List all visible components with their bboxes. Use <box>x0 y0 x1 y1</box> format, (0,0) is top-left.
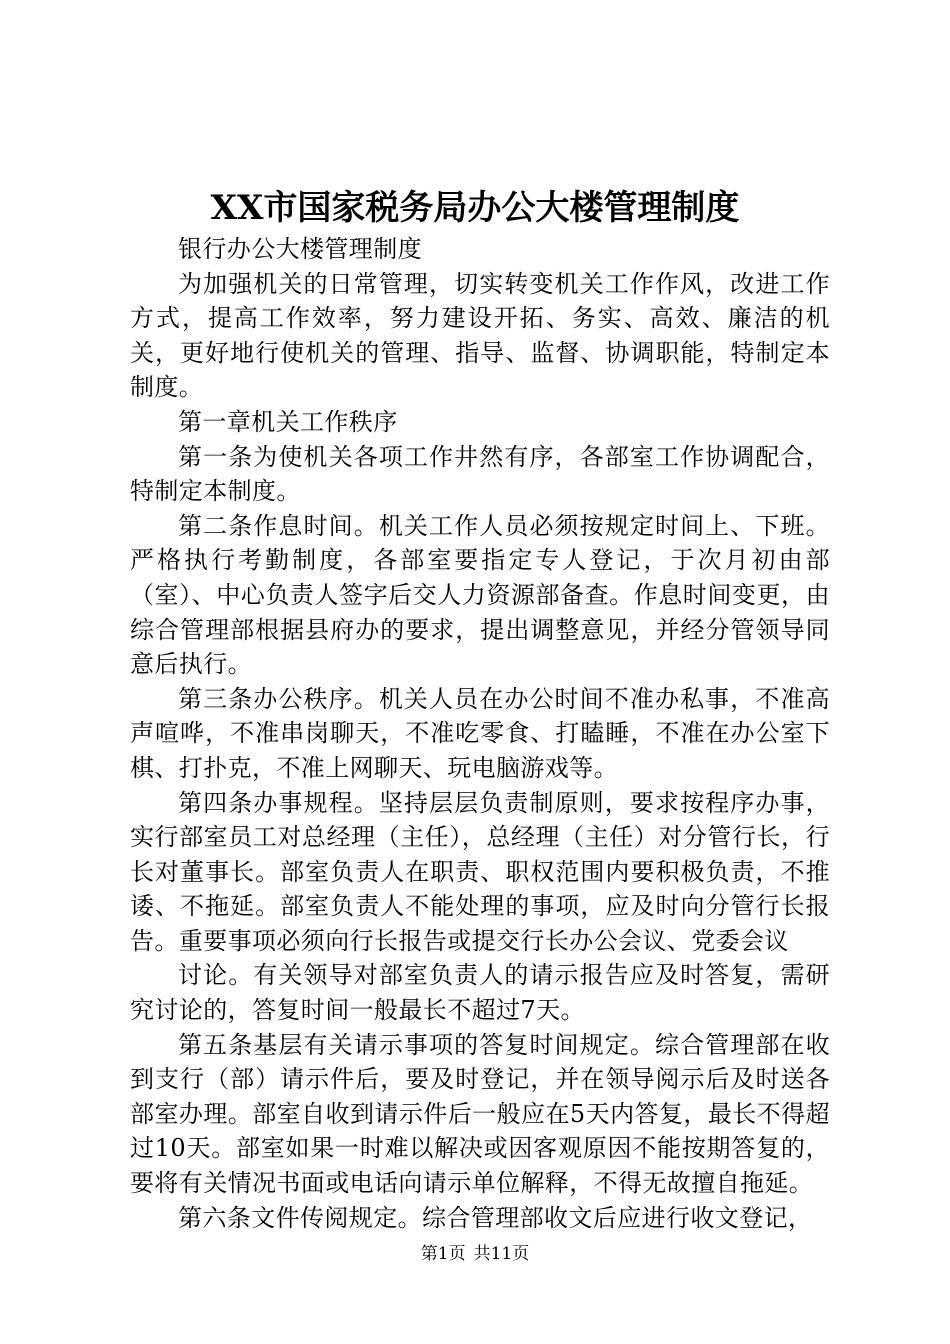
article-5-paragraph: 第五条基层有关请示事项的答复时间规定。综合管理部在收到支行（部）请示件后，要及时登记，并在领导阅示后及时送各部室办理。部室自收到请示件后一般应在5天内答复，最长不得超过10天。部室如果一时难以解决或因客观原因不能按期答复的，要将有关情况书面或电话向请示单位解释，不得无故擅自拖延。 <box>130 1030 830 1198</box>
document-body <box>130 232 830 1235</box>
article-2-paragraph: 第二条作息时间。机关工作人员必须按规定时间上、下班。严格执行考勤制度，各部室要指定专人登记，于次月初由部（室）、中心负责人签字后交人力资源部备查。作息时间变更，由综合管理部根据县府办的要求，提出调整意见，并经分管领导同意后执行。 <box>130 511 830 679</box>
preamble-paragraph: 为加强机关的日常管理，切实转变机关工作作风，改进工作方式，提高工作效率，努力建设开拓、务实、高效、廉洁的机关，更好地行使机关的管理、指导、监督、协调职能，特制定本制度。 <box>130 269 830 402</box>
page-number: 第1页 <box>420 1244 466 1264</box>
article-4-paragraph: 第四条办事规程。坚持层层负责制原则，要求按程序办事，实行部室员工对总经理（主任），总经理（主任）对分管行长，行长对董事长。部室负责人在职责、职权范围内要积极负责，不推诿、不拖延。部室负责人不能处理的事项，应及时向分管行长报告。重要事项必须向行长报告或提交行长办公会议、党委会议 <box>130 788 830 955</box>
page-footer <box>0 1242 950 1266</box>
article-6-paragraph: 第六条文件传阅规定。综合管理部收文后应进行收文登记， <box>178 1203 813 1232</box>
article-1-paragraph: 第一条为使机关各项工作井然有序，各部室工作协调配合，特制定本制度。 <box>130 442 830 506</box>
article-4-continuation-paragraph: 讨论。有关领导对部室负责人的请示报告应及时答复，需研究讨论的，答复时间一般最长不超过7天。 <box>130 961 830 1025</box>
subtitle-paragraph: 银行办公大楼管理制度 <box>178 235 422 263</box>
article-3-paragraph: 第三条办公秩序。机关人员在办公时间不准办私事，不准高声喧哗，不准串岗聊天，不准吃零食、打瞌睡，不准在办公室下棋、打扑克，不准上网聊天、玩电脑游戏等。 <box>130 684 830 782</box>
chapter-heading: 第一章机关工作秩序 <box>178 407 398 436</box>
document-title: XX市国家税务局办公大楼管理制度 <box>210 188 740 228</box>
page-total: 共11页 <box>473 1244 530 1264</box>
